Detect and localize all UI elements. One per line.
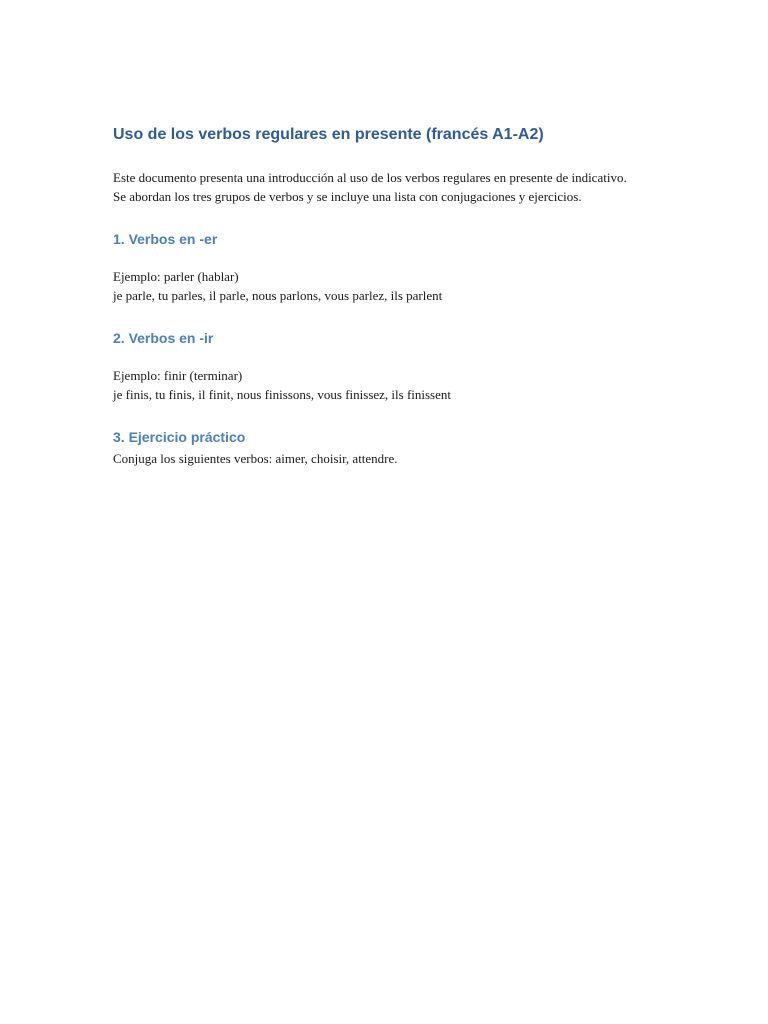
example-line: Ejemplo: finir (terminar) <box>113 368 243 383</box>
section-body <box>113 267 673 305</box>
section-exercise <box>113 427 673 468</box>
section-heading: 3. Ejercicio práctico <box>113 429 246 445</box>
conjugation-line: je finis, tu finis, il finit, nous finissons, vous finissez, ils finissent <box>113 387 451 402</box>
section-verbs-er <box>113 229 673 305</box>
example-line: Ejemplo: parler (hablar) <box>113 269 239 284</box>
document-content <box>113 124 673 468</box>
section-verbs-ir <box>113 328 673 404</box>
document-title: Uso de los verbos regulares en presente (francés A1-A2) <box>113 126 544 143</box>
section-body <box>113 366 673 404</box>
section-body <box>113 449 673 468</box>
intro-line: Se abordan los tres grupos de verbos y se incluye una lista con conjugaciones y ejercicios. <box>113 189 582 204</box>
conjugation-line: je parle, tu parles, il parle, nous parlons, vous parlez, ils parlent <box>113 288 443 303</box>
intro-paragraph <box>113 168 673 206</box>
section-heading: 1. Verbos en -er <box>113 231 218 247</box>
intro-line: Este documento presenta una introducción al uso de los verbos regulares en presente de indicativo. <box>113 170 627 185</box>
section-heading: 2. Verbos en -ir <box>113 330 214 346</box>
exercise-line: Conjuga los siguientes verbos: aimer, choisir, attendre. <box>113 451 398 466</box>
